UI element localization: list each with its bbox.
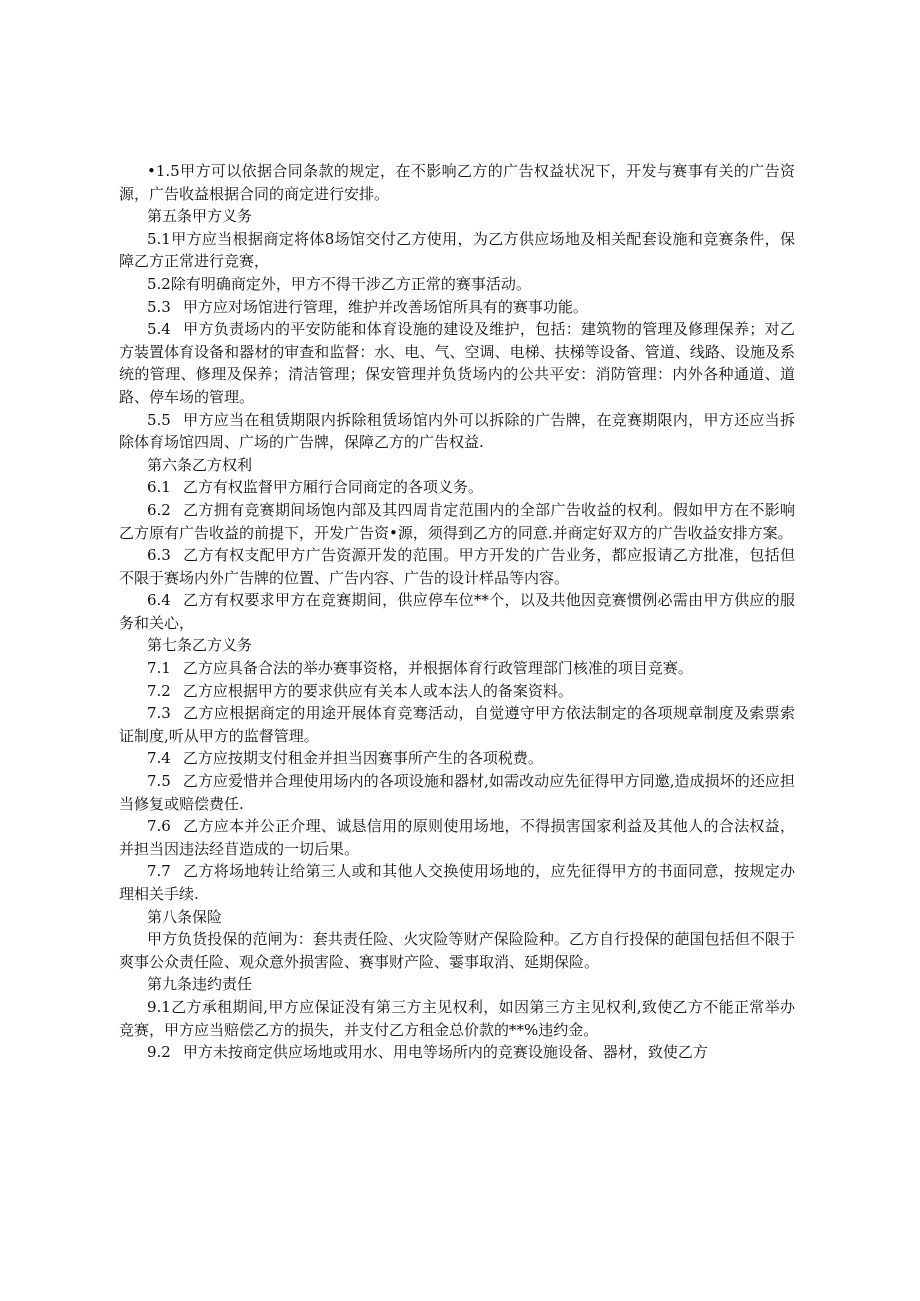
clause-text: 乙方应本并公正介理、诚恳信用的原则使用场地，不得损害国家利益及其他人的合法权益，并担当因违法经苜造成的一切后果。	[119, 817, 795, 858]
clause-paragraph	[119, 770, 795, 815]
clause-number: 5.1	[147, 229, 171, 248]
clause-text: 乙方应爱惜并合理使用场内的各项设施和器材,如需改动应先征得甲方同邀,造成损坏的还应担当修复或赔偿费任.	[119, 772, 795, 813]
clause-paragraph	[119, 499, 795, 544]
clause-paragraph	[119, 409, 795, 454]
section-heading-text: 第八条保险	[147, 907, 223, 926]
clause-text: 除有明确商定外，甲方不得干涉乙方正常的赛事活动。	[170, 274, 531, 293]
section-heading-text: 第七条乙方义务	[147, 636, 253, 655]
clause-paragraph	[119, 860, 795, 905]
clause-text: 乙方有权要求甲方在竞赛期间，供应停车位**个，以及共他因竞赛惯例必需由甲方供应的服务和关心，	[119, 591, 795, 632]
clause-number: 5.2	[147, 274, 171, 293]
clause-text: 甲方应当在租赁期限内拆除租赁场馆内外可以拆除的广告牌，在竞赛期限内，甲方还应当拆除体育场馆四周、广场的广告牌，保障乙方的广告权益.	[119, 410, 795, 452]
clause-number: 7.4	[147, 749, 171, 768]
clause-paragraph	[119, 1041, 795, 1064]
clause-paragraph	[119, 747, 795, 770]
section-heading-text: 第六条乙方权利	[147, 455, 253, 474]
clause-paragraph	[119, 296, 795, 319]
clause-text: 乙方应具备合法的举办赛事资格，并根据体育行政管理部门核准的项目竞赛。	[182, 659, 693, 678]
clause-text: 乙方将场地转让给第三人或和其他人交换使用场地的，应先征得甲方的书面同意，按规定办理相关手续.	[119, 862, 795, 903]
clause-text: 乙方有权支配甲方广告资源开发的范围。甲方开发的广告业务，都应报请乙方批准，包括但不限于赛场内外广告牌的位置、广告内容、广告的设计样品等内容。	[119, 546, 795, 587]
clause-number: 9.1	[147, 997, 171, 1016]
clause-number: 5.5	[147, 410, 171, 429]
clause-paragraph	[119, 815, 795, 860]
clause-number: 5.3	[147, 297, 171, 316]
clause-number: 6.2	[147, 500, 171, 519]
clause-text: 乙方承租期间,甲方应保证没有第三方主见权利，如因第三方主见权利,致使乙方不能正常举办竞赛，甲方应当赔偿乙方的损失，并支付乙方租金总价款的**%违约金。	[119, 997, 795, 1039]
clause-number: 7.7	[147, 862, 171, 881]
document-body	[119, 160, 795, 1064]
clause-text: 甲方应当根据商定将体8场馆交付乙方使用，为乙方供应场地及相关配套设施和竞赛条件，保障乙方正常进行竞赛，	[119, 229, 795, 271]
clause-text: 乙方应按期支付租金并担当因赛事所产生的各项税费。	[182, 749, 543, 768]
clause-paragraph	[119, 160, 795, 205]
clause-number: •1.5	[147, 162, 180, 180]
clause-number: 7.5	[147, 772, 171, 791]
clause-paragraph	[119, 996, 795, 1041]
section-heading	[119, 454, 795, 477]
clause-paragraph	[119, 702, 795, 747]
paragraph-text: 甲方负货投保的范闸为：套共责任险、火灾险等财产保险险种。乙方自行投保的葩国包括但不限于爽事公众责任险、观众意外损害险、赛事财产险、霎事取消、延期保险。	[119, 930, 795, 971]
clause-paragraph	[119, 273, 795, 296]
clause-text: 乙方拥有竞赛期间场饱内部及其四周肯定范围内的全部广告收益的权利。假如甲方在不影响乙方原有广告收益的前提下，开发广告资•源，须得到乙方的同意.并商定好双方的广告收益安排方案。	[119, 500, 795, 542]
clause-paragraph	[119, 544, 795, 589]
clause-number: 7.3	[147, 704, 171, 723]
clause-text: 甲方可以依据合同条款的规定，在不影响乙方的广告权益状况下，开发与赛事有关的广告资源，广告收益根据合同的商定进行安排。	[119, 162, 795, 203]
clause-number: 6.1	[147, 478, 171, 497]
clause-text: 乙方有权监督甲方厢行合同商定的各项义务。	[182, 478, 483, 497]
clause-text: 乙方应根据甲方的要求供应有关本人或本法人的备案资料。	[182, 681, 573, 700]
clause-paragraph	[119, 228, 795, 273]
clause-paragraph	[119, 657, 795, 680]
section-heading-text: 第五条甲方义务	[147, 207, 253, 226]
clause-text: 甲方应对场馆进行管理，维护并改善场馆所具有的赛事功能。	[182, 297, 588, 316]
clause-number: 7.2	[147, 681, 171, 700]
clause-number: 6.3	[147, 546, 171, 565]
section-heading	[119, 906, 795, 929]
clause-text: 甲方未按商定供应场地或用水、用电等场所内的竞赛设施设备、器材，致使乙方	[182, 1043, 708, 1062]
clause-number: 6.4	[147, 591, 171, 610]
clause-number: 7.1	[147, 659, 171, 678]
section-heading	[119, 205, 795, 228]
section-heading	[119, 973, 795, 996]
clause-paragraph	[119, 680, 795, 703]
clause-number: 5.4	[147, 320, 171, 339]
section-heading	[119, 634, 795, 657]
clause-paragraph	[119, 589, 795, 634]
clause-number: 9.2	[147, 1043, 171, 1062]
clause-paragraph	[119, 476, 795, 499]
paragraph	[119, 928, 795, 973]
clause-number: 7.6	[147, 817, 171, 836]
clause-text: 乙方应根据商定的用途开展体育竞骞活动，自觉遵守甲方依法制定的各项规章制度及索票索证制度,听从甲方的监督管理。	[119, 704, 795, 745]
section-heading-text: 第九条违约责任	[147, 975, 253, 994]
clause-text: 甲方负责场内的平安防能和体育设施的建设及维护，包括：建筑物的管理及修理保养；对乙方装置体育设备和器材的审查和监督：水、电、气、空调、电梯、扶梯等设备、管道、线路、设施及系统的管理、修理及保养；清洁管理；保安管理并负货场内的公共平安：消防管理：内外各种通道、道路、停车场的管理。	[119, 320, 795, 406]
clause-paragraph	[119, 318, 795, 408]
